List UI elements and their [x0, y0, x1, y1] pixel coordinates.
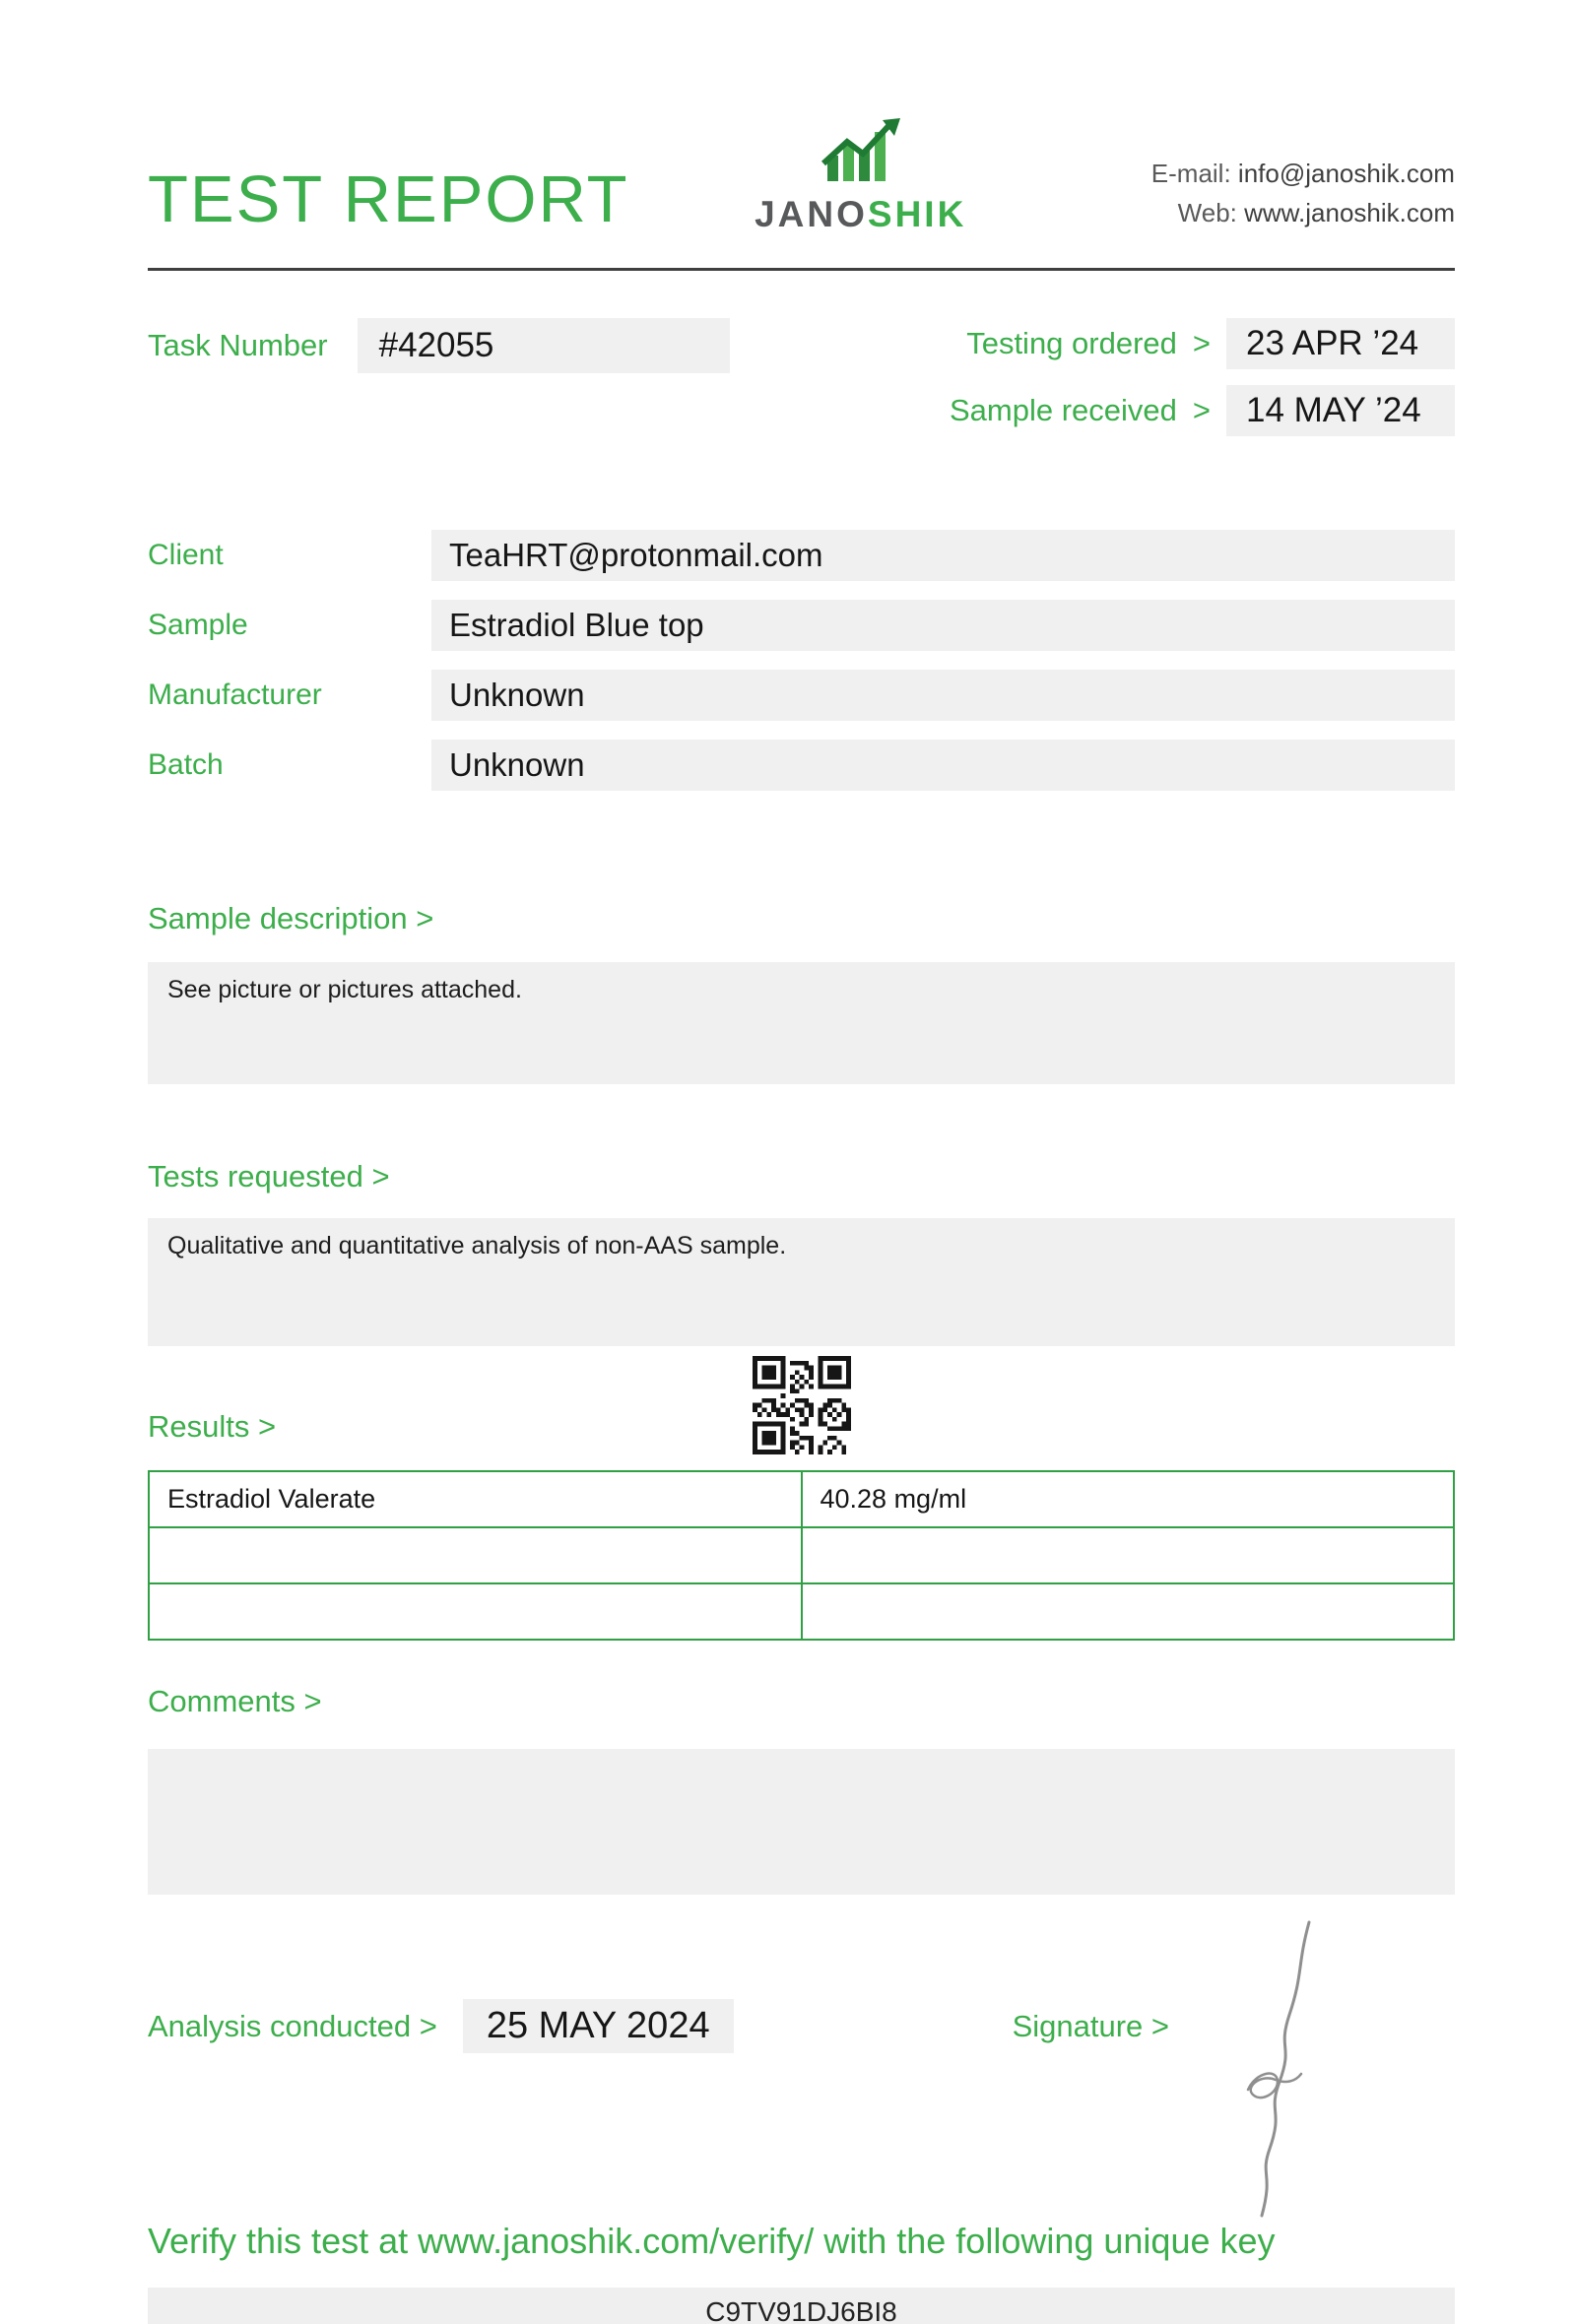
- sample-value: Estradiol Blue top: [431, 600, 1455, 651]
- footer-row: [148, 1999, 1455, 2053]
- comments-heading: Comments >: [148, 1684, 322, 1718]
- sample-description-heading: Sample description >: [148, 901, 434, 936]
- results-table: [148, 1470, 1455, 1641]
- verify-text: Verify this test at www.janoshik.com/verify/ with the following unique key: [148, 2221, 1276, 2261]
- logo-text-jano: JANO: [755, 194, 868, 234]
- sample-description-box: See picture or pictures attached.: [148, 962, 1455, 1084]
- results-row: [149, 1583, 1454, 1640]
- batch-value: Unknown: [431, 740, 1455, 791]
- results-row: [149, 1471, 1454, 1527]
- result-value: 40.28 mg/ml: [802, 1471, 1455, 1527]
- logo-text-shik: SHIK: [867, 194, 967, 234]
- result-value: [802, 1583, 1455, 1640]
- signature-scribble: [1199, 1914, 1337, 2234]
- growth-bars-arrow-icon: [814, 116, 908, 190]
- detail-fields: [148, 530, 1455, 791]
- result-substance: Estradiol Valerate: [149, 1471, 802, 1527]
- email-label: E-mail:: [1150, 159, 1231, 188]
- task-number-row: [148, 318, 730, 373]
- signature-label: Signature >: [1012, 2008, 1169, 2043]
- contact-block: [1151, 154, 1455, 232]
- results-row: [149, 1527, 1454, 1583]
- web-line: [1151, 193, 1455, 232]
- sample-received-row: [950, 385, 1455, 436]
- testing-ordered-value: 23 APR ’24: [1226, 318, 1455, 369]
- analysis-conducted-value: 25 MAY 2024: [463, 1999, 734, 2053]
- report-header: [148, 116, 1455, 236]
- unique-key-box: C9TV91DJ6BI8: [148, 2288, 1455, 2324]
- page-title: TEST REPORT: [148, 162, 629, 236]
- analysis-conducted-row: [148, 1999, 734, 2053]
- sample-received-arrow: >: [1192, 393, 1211, 427]
- comments-box: [148, 1749, 1455, 1895]
- sample-received-value: 14 MAY ’24: [1226, 385, 1455, 436]
- client-value: TeaHRT@protonmail.com: [431, 530, 1455, 581]
- email-link[interactable]: info@janoshik.com: [1237, 159, 1455, 188]
- web-label: Web:: [1177, 198, 1237, 227]
- result-value: [802, 1527, 1455, 1583]
- task-number-value: #42055: [358, 318, 730, 373]
- logo-wordmark: [755, 196, 966, 232]
- header-divider: [148, 268, 1455, 271]
- client-label: Client: [148, 539, 224, 571]
- results-header-area: [148, 1354, 1455, 1454]
- tests-requested-heading: Tests requested >: [148, 1159, 390, 1194]
- result-substance: [149, 1527, 802, 1583]
- results-heading: Results >: [148, 1409, 277, 1444]
- sample-label: Sample: [148, 609, 248, 641]
- batch-label: Batch: [148, 748, 224, 781]
- sample-received-label: Sample received: [949, 393, 1177, 427]
- testing-ordered-label: Testing ordered: [966, 326, 1177, 360]
- qr-code: [753, 1356, 851, 1454]
- janoshik-logo: [755, 116, 966, 232]
- testing-ordered-row: [950, 318, 1455, 369]
- email-line: [1151, 154, 1455, 193]
- manufacturer-value: Unknown: [431, 670, 1455, 721]
- web-link[interactable]: www.janoshik.com: [1244, 198, 1455, 227]
- analysis-conducted-label: Analysis conducted >: [148, 2008, 437, 2043]
- task-number-label: Task Number: [148, 328, 328, 362]
- dates-stack: [950, 318, 1455, 436]
- testing-ordered-arrow: >: [1192, 326, 1211, 360]
- manufacturer-label: Manufacturer: [148, 678, 322, 711]
- tests-requested-box: Qualitative and quantitative analysis of non-AAS sample.: [148, 1218, 1455, 1346]
- signature-row: [1013, 2009, 1455, 2044]
- result-substance: [149, 1583, 802, 1640]
- meta-row: [148, 318, 1455, 436]
